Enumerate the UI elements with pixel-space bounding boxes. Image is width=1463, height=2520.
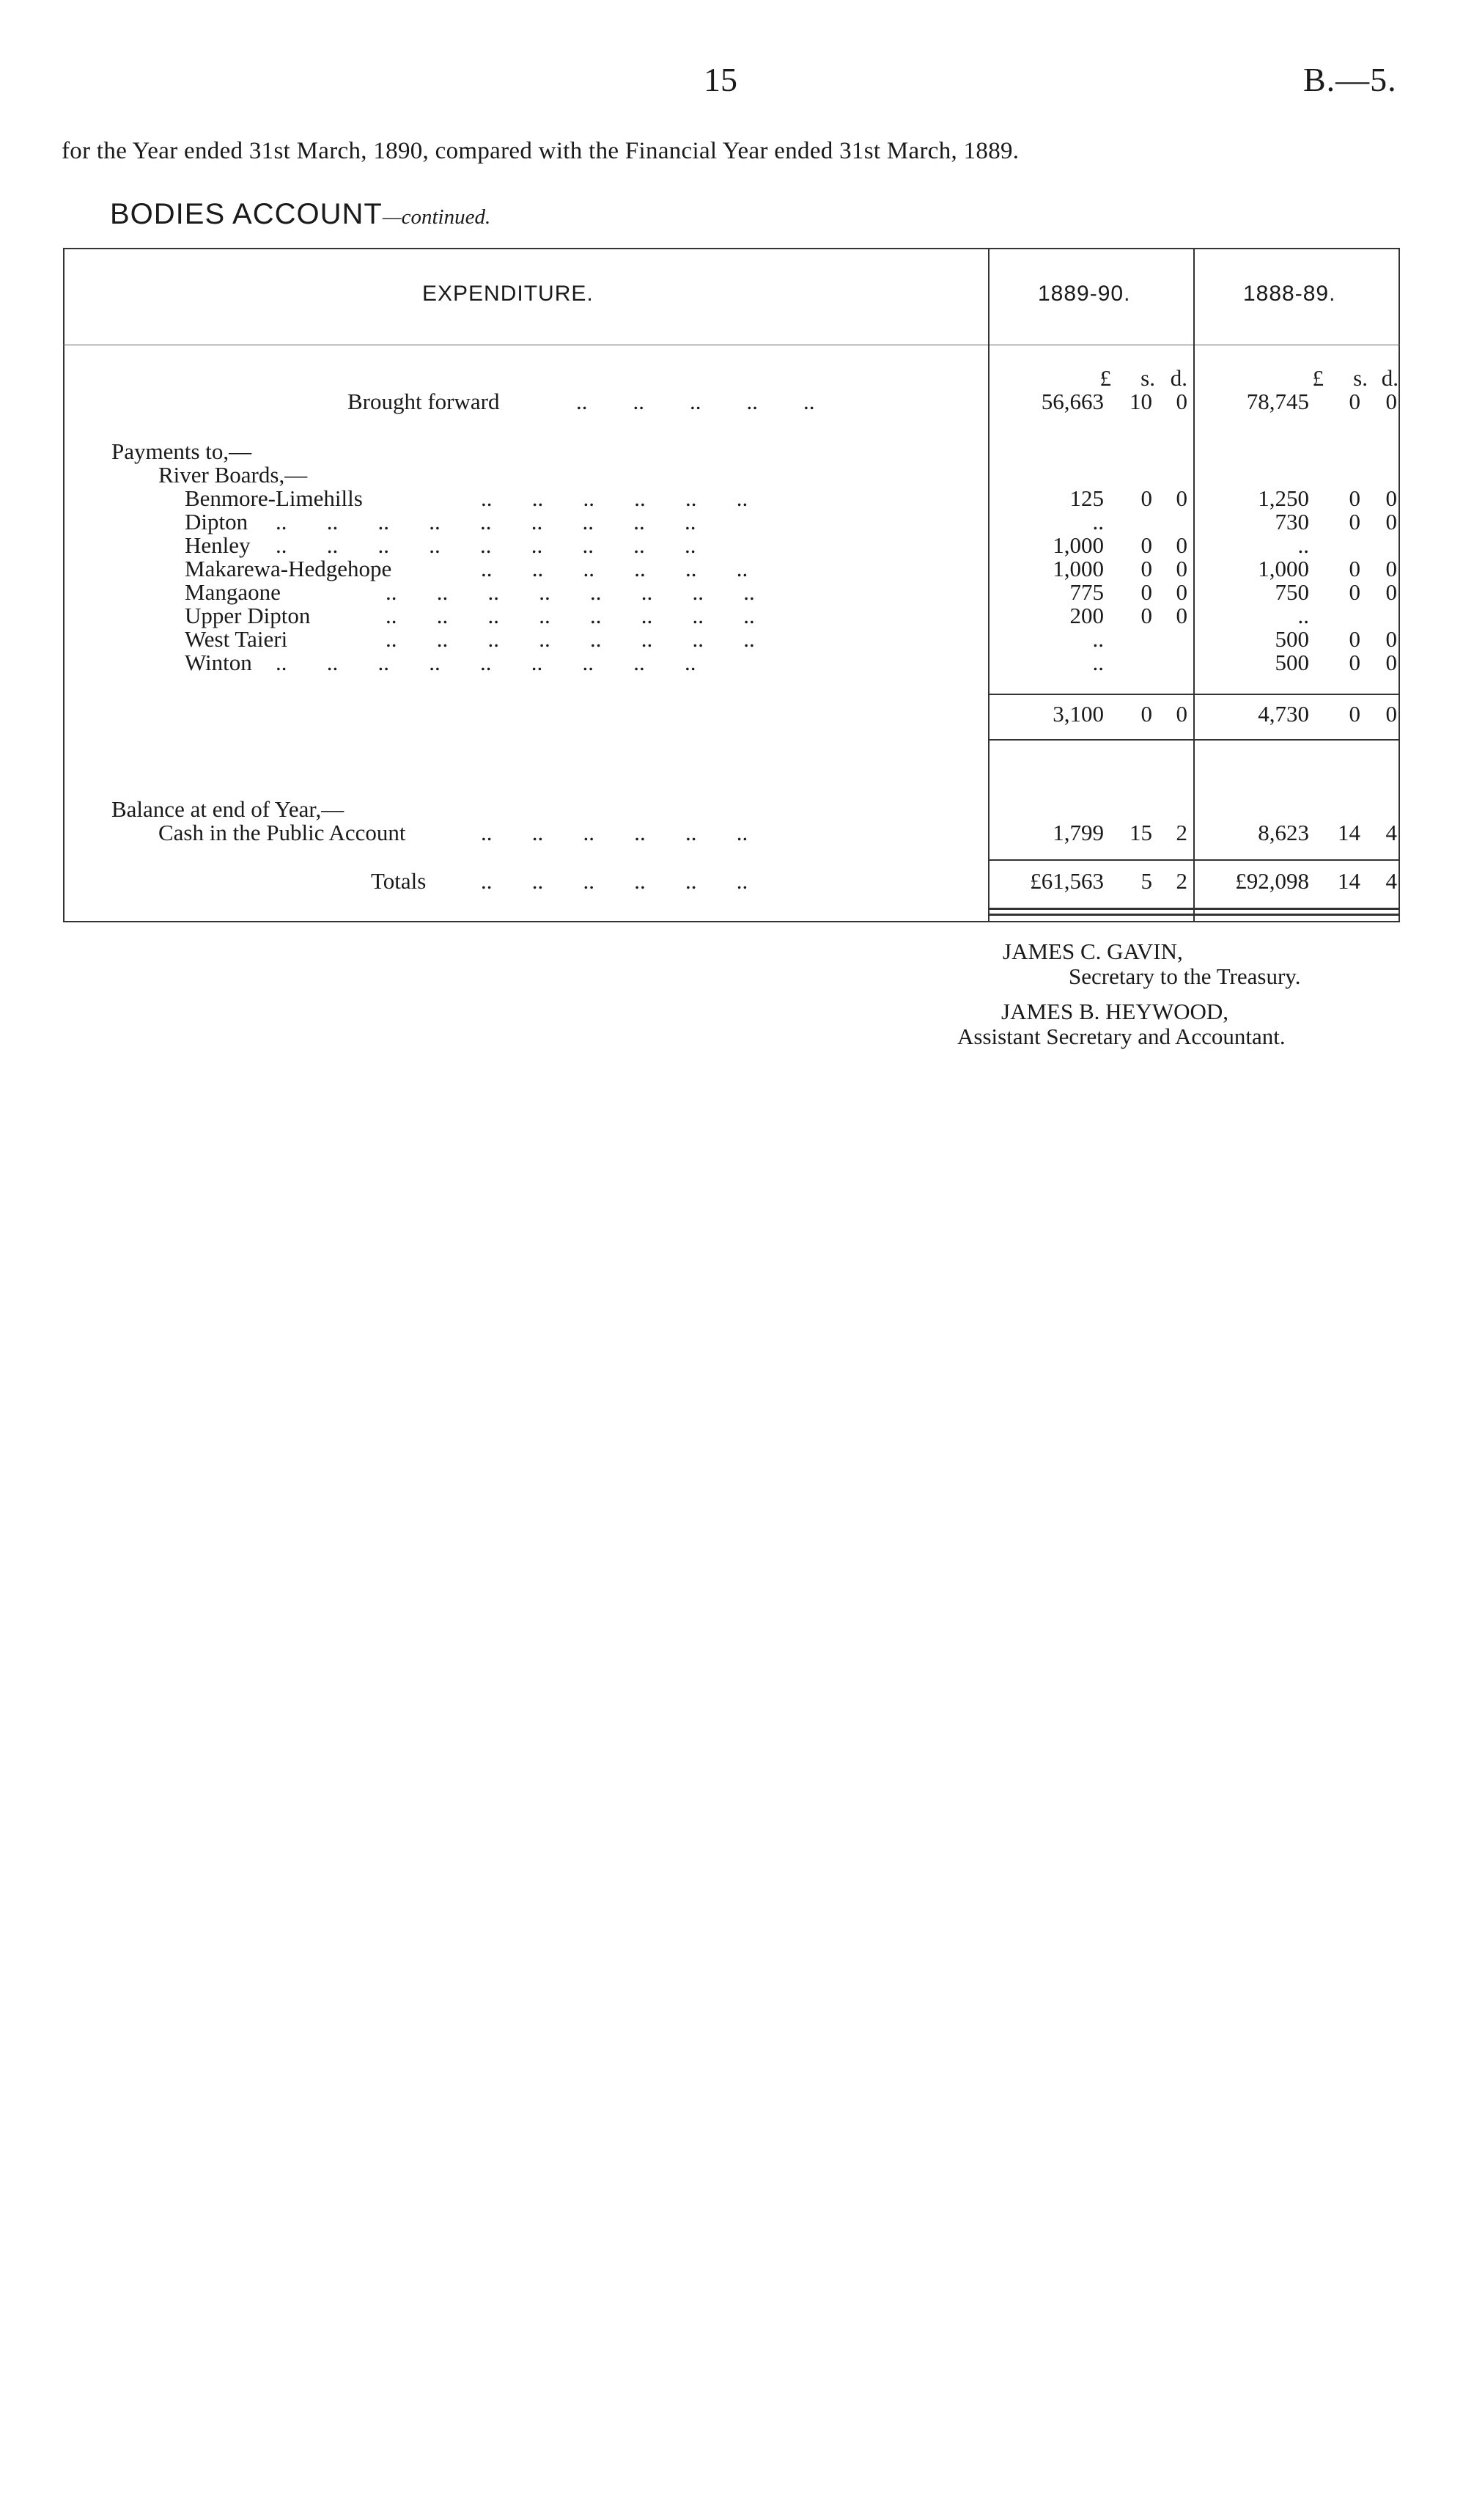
dot-leader: .. .. .. .. .. .. bbox=[481, 868, 748, 894]
board-benmore-y2-pounds: 1,250 bbox=[1258, 485, 1309, 511]
brought-forward-y2-d: 0 bbox=[1385, 389, 1397, 414]
dot-leader: .. .. .. .. .. .. .. .. .. bbox=[276, 532, 696, 558]
totals-y2-s: 14 bbox=[1338, 868, 1360, 894]
board-dipton-y2-d: 0 bbox=[1385, 509, 1397, 535]
board-upper-dipton-y2-pounds: .. bbox=[1297, 603, 1309, 628]
board-makarewa-y2-pounds: 1,000 bbox=[1258, 556, 1309, 581]
header-expenditure: EXPENDITURE. bbox=[422, 282, 594, 306]
cash-y1-s: 15 bbox=[1130, 820, 1152, 845]
unit-d-y2: d. bbox=[1381, 365, 1398, 391]
board-mangaone-y1-pounds: 775 bbox=[1069, 579, 1104, 605]
dot-leader: .. .. .. .. .. .. bbox=[481, 485, 748, 511]
expenditure-table bbox=[63, 248, 1400, 924]
board-name-makarewa-hedgehope: Makarewa-Hedgehope bbox=[185, 556, 392, 581]
signatory-name-2: JAMES B. HEYWOOD, bbox=[1001, 999, 1228, 1024]
totals-label: Totals bbox=[371, 868, 427, 894]
table-right-border bbox=[1398, 248, 1400, 922]
board-upper-dipton-y1-pounds: 200 bbox=[1069, 603, 1104, 628]
board-name-dipton: Dipton bbox=[185, 509, 248, 535]
unit-pound-y1: £ bbox=[1099, 365, 1111, 391]
board-makarewa-y2-d: 0 bbox=[1385, 556, 1397, 581]
table-left-border bbox=[63, 248, 65, 922]
board-name-winton: Winton bbox=[185, 650, 252, 675]
brought-forward-y1-d: 0 bbox=[1176, 389, 1187, 414]
board-makarewa-y1-d: 0 bbox=[1176, 556, 1187, 581]
account-title-main: BODIES ACCOUNT bbox=[110, 198, 383, 230]
totals-double-rule-2 bbox=[988, 914, 1400, 916]
totals-y1-d: 2 bbox=[1176, 868, 1187, 894]
subtotal-bottom-rule bbox=[988, 739, 1400, 741]
board-winton-y2-pounds: 500 bbox=[1275, 650, 1309, 675]
board-upper-dipton-y1-d: 0 bbox=[1176, 603, 1187, 628]
balance-label: Balance at end of Year,— bbox=[111, 796, 344, 822]
subtotal-y2-d: 0 bbox=[1385, 701, 1397, 727]
board-name-west-taieri: West Taieri bbox=[185, 626, 288, 652]
document-reference: B.—5. bbox=[1303, 61, 1397, 98]
board-west-taieri-y1-pounds: .. bbox=[1092, 626, 1104, 652]
header-year-1889-90: 1889-90. bbox=[1038, 282, 1131, 306]
brought-forward-y1-s: 10 bbox=[1130, 389, 1152, 414]
board-winton-y2-s: 0 bbox=[1349, 650, 1360, 675]
board-henley-y1-d: 0 bbox=[1176, 532, 1187, 558]
table-bottom-border bbox=[63, 921, 1400, 922]
account-title-suffix: —continued. bbox=[382, 205, 491, 229]
page-subtitle: for the Year ended 31st March, 1890, compared with the Financial Year ended 31st March, 1889. bbox=[62, 138, 1020, 164]
board-makarewa-y1-pounds: 1,000 bbox=[1053, 556, 1104, 581]
totals-top-rule bbox=[988, 859, 1400, 861]
cash-y2-pounds: 8,623 bbox=[1258, 820, 1309, 845]
board-name-benmore-limehills: Benmore-Limehills bbox=[185, 485, 363, 511]
page-number: 15 bbox=[704, 61, 737, 98]
totals-y1-s: 5 bbox=[1140, 868, 1152, 894]
subtotal-y1-d: 0 bbox=[1176, 701, 1187, 727]
dot-leader: .. .. .. .. .. .. .. .. bbox=[386, 603, 755, 628]
dot-leader: .. .. .. .. .. bbox=[576, 389, 815, 414]
board-makarewa-y2-s: 0 bbox=[1349, 556, 1360, 581]
board-mangaone-y2-s: 0 bbox=[1349, 579, 1360, 605]
totals-double-rule-1 bbox=[988, 908, 1400, 910]
board-west-taieri-y2-d: 0 bbox=[1385, 626, 1397, 652]
board-mangaone-y1-s: 0 bbox=[1140, 579, 1152, 605]
dot-leader: .. .. .. .. .. .. .. .. .. bbox=[276, 509, 696, 535]
board-dipton-y2-s: 0 bbox=[1349, 509, 1360, 535]
unit-pound-y2: £ bbox=[1312, 365, 1324, 391]
account-title bbox=[110, 198, 490, 231]
brought-forward-label: Brought forward bbox=[347, 389, 500, 414]
unit-d-y1: d. bbox=[1170, 365, 1187, 391]
brought-forward-y1-pounds: 56,663 bbox=[1041, 389, 1104, 414]
payments-label: Payments to,— bbox=[111, 438, 252, 464]
signatory-name-1: JAMES C. GAVIN, bbox=[1003, 938, 1183, 964]
river-boards-label: River Boards,— bbox=[158, 462, 308, 488]
board-west-taieri-y2-pounds: 500 bbox=[1275, 626, 1309, 652]
subtotal-y2-s: 0 bbox=[1349, 701, 1360, 727]
totals-y1-pounds: £61,563 bbox=[1030, 868, 1104, 894]
subtotal-y2-pounds: 4,730 bbox=[1258, 701, 1309, 727]
cash-y1-d: 2 bbox=[1176, 820, 1187, 845]
board-winton-y1-pounds: .. bbox=[1092, 650, 1104, 675]
cash-y1-pounds: 1,799 bbox=[1053, 820, 1104, 845]
board-benmore-y2-s: 0 bbox=[1349, 485, 1360, 511]
totals-y2-pounds: £92,098 bbox=[1235, 868, 1309, 894]
board-name-mangaone: Mangaone bbox=[185, 579, 281, 605]
header-year-1888-89: 1888-89. bbox=[1243, 282, 1336, 306]
unit-s-y1: s. bbox=[1140, 365, 1155, 391]
table-top-border bbox=[63, 248, 1400, 249]
board-upper-dipton-y1-s: 0 bbox=[1140, 603, 1152, 628]
board-mangaone-y1-d: 0 bbox=[1176, 579, 1187, 605]
board-benmore-y1-d: 0 bbox=[1176, 485, 1187, 511]
column-divider-1 bbox=[988, 248, 990, 922]
signatory-title-1: Secretary to the Treasury. bbox=[1069, 963, 1301, 989]
cash-y2-s: 14 bbox=[1338, 820, 1360, 845]
board-benmore-y2-d: 0 bbox=[1385, 485, 1397, 511]
board-dipton-y1-pounds: .. bbox=[1092, 509, 1104, 535]
cash-label: Cash in the Public Account bbox=[158, 820, 406, 845]
board-name-upper-dipton: Upper Dipton bbox=[185, 603, 311, 628]
board-dipton-y2-pounds: 730 bbox=[1275, 509, 1309, 535]
board-benmore-y1-pounds: 125 bbox=[1069, 485, 1104, 511]
board-west-taieri-y2-s: 0 bbox=[1349, 626, 1360, 652]
board-mangaone-y2-d: 0 bbox=[1385, 579, 1397, 605]
brought-forward-y2-pounds: 78,745 bbox=[1246, 389, 1309, 414]
board-winton-y2-d: 0 bbox=[1385, 650, 1397, 675]
dot-leader: .. .. .. .. .. .. .. .. bbox=[386, 579, 755, 605]
dot-leader: .. .. .. .. .. .. .. .. bbox=[386, 626, 755, 652]
board-makarewa-y1-s: 0 bbox=[1140, 556, 1152, 581]
subtotal-y1-pounds: 3,100 bbox=[1053, 701, 1104, 727]
unit-s-y2: s. bbox=[1353, 365, 1368, 391]
column-divider-2 bbox=[1193, 248, 1195, 922]
cash-y2-d: 4 bbox=[1385, 820, 1397, 845]
dot-leader: .. .. .. .. .. .. .. .. .. bbox=[276, 650, 696, 675]
dot-leader: .. .. .. .. .. .. bbox=[481, 820, 748, 845]
subtotal-y1-s: 0 bbox=[1140, 701, 1152, 727]
board-henley-y1-s: 0 bbox=[1140, 532, 1152, 558]
signatory-title-2: Assistant Secretary and Accountant. bbox=[957, 1024, 1286, 1049]
subtotal-top-rule bbox=[988, 694, 1400, 695]
board-name-henley: Henley bbox=[185, 532, 251, 558]
dot-leader: .. .. .. .. .. .. bbox=[481, 556, 748, 581]
totals-y2-d: 4 bbox=[1385, 868, 1397, 894]
board-henley-y1-pounds: 1,000 bbox=[1053, 532, 1104, 558]
board-benmore-y1-s: 0 bbox=[1140, 485, 1152, 511]
brought-forward-y2-s: 0 bbox=[1349, 389, 1360, 414]
board-henley-y2-pounds: .. bbox=[1297, 532, 1309, 558]
board-mangaone-y2-pounds: 750 bbox=[1275, 579, 1309, 605]
